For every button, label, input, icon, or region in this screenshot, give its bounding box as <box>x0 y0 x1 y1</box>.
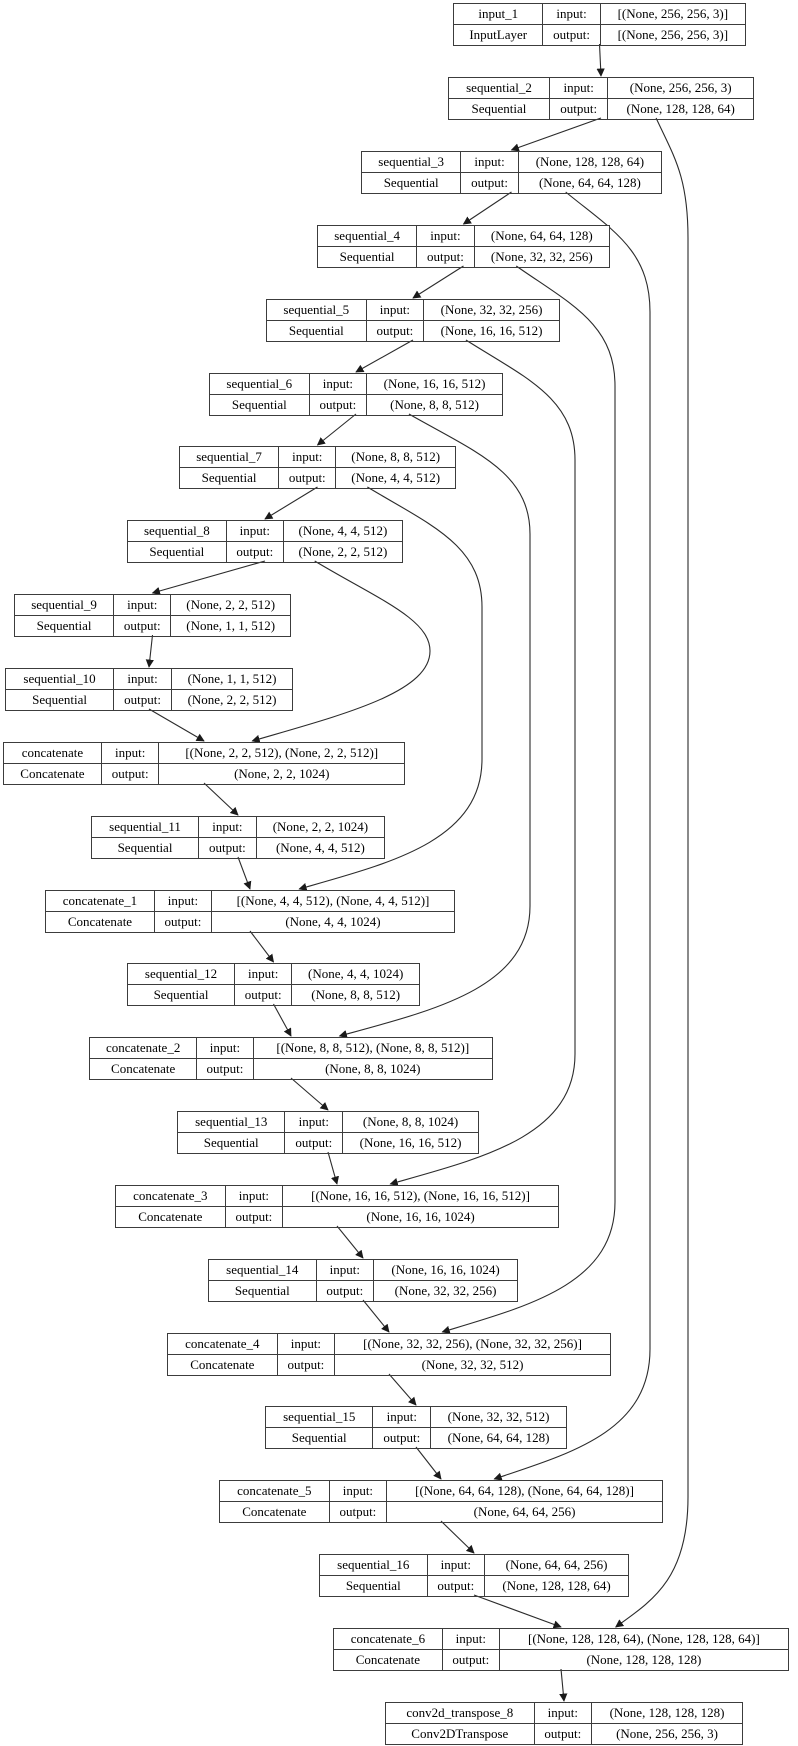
output-label: output: <box>114 616 171 637</box>
layer-node-sequential_6 <box>209 373 503 413</box>
input-label: input: <box>285 1112 343 1133</box>
input-label: input: <box>442 1629 499 1650</box>
layer-record-concatenate_2 <box>89 1037 493 1080</box>
edge-sequential_8-to-sequential_9 <box>153 561 266 593</box>
layer-node-concatenate_5 <box>219 1480 663 1520</box>
input-label: input: <box>373 1407 431 1428</box>
edge-sequential_5-to-sequential_6 <box>356 340 413 372</box>
output-label: output: <box>225 1207 282 1228</box>
layer-node-concatenate_2 <box>89 1037 493 1077</box>
layer-record-concatenate_1 <box>45 890 455 933</box>
layer-node-sequential_7 <box>179 446 456 486</box>
layer-name: concatenate_1 <box>46 891 155 912</box>
layer-record-input_1 <box>453 3 746 46</box>
layer-node-sequential_16 <box>319 1554 629 1594</box>
edge-concatenate-to-sequential_11 <box>204 783 238 815</box>
output-shape: (None, 16, 16, 512) <box>424 321 560 342</box>
output-shape: (None, 32, 32, 256) <box>474 247 609 268</box>
layer-type: Sequential <box>128 985 235 1006</box>
layer-record-sequential_12 <box>127 963 420 1006</box>
layer-name: concatenate_3 <box>116 1186 226 1207</box>
input-label: input: <box>279 447 336 468</box>
edge-concatenate_5-to-sequential_16 <box>441 1521 474 1553</box>
layer-record-sequential_9 <box>14 594 291 637</box>
edge-concatenate_6-to-conv2d_transpose_8 <box>561 1669 564 1701</box>
input-label: input: <box>461 152 518 173</box>
edge-sequential_3-to-sequential_4 <box>464 192 512 224</box>
layer-node-sequential_15 <box>265 1406 567 1446</box>
layer-name: sequential_2 <box>449 78 550 99</box>
edge-sequential_9-to-sequential_10 <box>149 635 153 667</box>
output-label: output: <box>461 173 518 194</box>
input-shape: (None, 4, 4, 512) <box>283 521 402 542</box>
input-shape: (None, 16, 16, 1024) <box>374 1260 518 1281</box>
output-label: output: <box>417 247 474 268</box>
input-shape: (None, 256, 256, 3) <box>608 78 754 99</box>
output-shape: (None, 4, 4, 1024) <box>211 912 454 933</box>
edge-sequential_7-to-sequential_8 <box>265 487 318 519</box>
layer-name: sequential_12 <box>128 964 235 985</box>
layer-node-conv2d_transpose_8 <box>385 1702 743 1742</box>
input-shape: (None, 1, 1, 512) <box>172 669 293 690</box>
input-label: input: <box>329 1481 386 1502</box>
layer-record-concatenate_6 <box>333 1628 789 1671</box>
output-shape: (None, 64, 64, 128) <box>431 1428 567 1449</box>
layer-name: input_1 <box>454 4 543 25</box>
layer-type: Concatenate <box>168 1355 278 1376</box>
layer-name: concatenate_2 <box>90 1038 197 1059</box>
layer-type: Concatenate <box>4 764 102 785</box>
edge-concatenate_1-to-sequential_12 <box>250 931 274 962</box>
output-shape: (None, 4, 4, 512) <box>336 468 456 489</box>
output-shape: (None, 16, 16, 512) <box>343 1133 479 1154</box>
layer-node-concatenate_6 <box>333 1628 789 1668</box>
layer-name: sequential_3 <box>362 152 461 173</box>
layer-type: Sequential <box>15 616 114 637</box>
layer-record-sequential_5 <box>266 299 560 342</box>
layer-name: concatenate_5 <box>220 1481 330 1502</box>
layer-node-sequential_2 <box>448 77 754 117</box>
layer-record-conv2d_transpose_8 <box>385 1702 743 1745</box>
output-label: output: <box>329 1502 386 1523</box>
output-label: output: <box>279 468 336 489</box>
layer-record-sequential_3 <box>361 151 662 194</box>
edge-sequential_14-to-concatenate_4 <box>363 1300 389 1332</box>
layer-name: sequential_9 <box>15 595 114 616</box>
layer-type: Sequential <box>210 395 310 416</box>
input-label: input: <box>197 1038 253 1059</box>
output-shape: (None, 8, 8, 512) <box>367 395 503 416</box>
input-label: input: <box>534 1703 591 1724</box>
layer-type: Sequential <box>449 99 550 120</box>
output-label: output: <box>543 25 600 46</box>
layer-name: sequential_13 <box>178 1112 285 1133</box>
layer-type: Sequential <box>267 321 367 342</box>
layer-name: sequential_10 <box>6 669 114 690</box>
output-shape: (None, 128, 128, 64) <box>485 1576 629 1597</box>
layer-node-sequential_8 <box>127 520 403 560</box>
input-label: input: <box>114 669 172 690</box>
output-label: output: <box>114 690 172 711</box>
input-shape: (None, 8, 8, 512) <box>336 447 456 468</box>
layer-name: concatenate_4 <box>168 1334 278 1355</box>
input-shape: (None, 64, 64, 256) <box>485 1555 629 1576</box>
layer-type: InputLayer <box>454 25 543 46</box>
layer-type: Sequential <box>92 838 199 859</box>
layer-type: Conv2DTranspose <box>386 1724 535 1745</box>
output-shape: (None, 2, 2, 512) <box>172 690 293 711</box>
layer-node-sequential_3 <box>361 151 662 191</box>
output-label: output: <box>226 542 283 563</box>
layer-type: Sequential <box>178 1133 285 1154</box>
edge-sequential_4-to-concatenate_4-skip <box>442 266 615 1332</box>
output-label: output: <box>427 1576 485 1597</box>
layer-name: sequential_15 <box>266 1407 373 1428</box>
edge-sequential_6-to-concatenate_2-skip <box>339 414 530 1036</box>
output-label: output: <box>366 321 424 342</box>
input-label: input: <box>154 891 211 912</box>
edge-sequential_4-to-sequential_5 <box>413 266 464 298</box>
edge-concatenate_3-to-sequential_14 <box>337 1226 363 1258</box>
layer-record-sequential_13 <box>177 1111 479 1154</box>
output-label: output: <box>534 1724 591 1745</box>
input-shape: (None, 64, 64, 128) <box>474 226 609 247</box>
layer-record-concatenate <box>3 742 405 785</box>
layer-node-sequential_5 <box>266 299 560 339</box>
layer-type: Concatenate <box>116 1207 226 1228</box>
input-shape: [(None, 8, 8, 512), (None, 8, 8, 512)] <box>253 1038 492 1059</box>
layer-type: Sequential <box>362 173 461 194</box>
layer-name: conv2d_transpose_8 <box>386 1703 535 1724</box>
layer-type: Sequential <box>209 1281 317 1302</box>
layer-record-sequential_2 <box>448 77 754 120</box>
input-shape: (None, 8, 8, 1024) <box>343 1112 479 1133</box>
layer-node-concatenate_3 <box>115 1185 559 1225</box>
output-label: output: <box>197 1059 253 1080</box>
input-label: input: <box>316 1260 374 1281</box>
output-label: output: <box>101 764 159 785</box>
edge-sequential_15-to-concatenate_5 <box>416 1447 441 1479</box>
layer-type: Sequential <box>266 1428 373 1449</box>
layer-name: sequential_11 <box>92 817 199 838</box>
layer-node-sequential_14 <box>208 1259 518 1299</box>
input-label: input: <box>101 743 159 764</box>
layer-type: Sequential <box>6 690 114 711</box>
input-shape: (None, 4, 4, 1024) <box>292 964 420 985</box>
layer-name: concatenate <box>4 743 102 764</box>
output-label: output: <box>442 1650 499 1671</box>
input-shape: [(None, 2, 2, 512), (None, 2, 2, 512)] <box>159 743 405 764</box>
layer-name: sequential_6 <box>210 374 310 395</box>
layer-record-sequential_7 <box>179 446 456 489</box>
layer-record-sequential_8 <box>127 520 403 563</box>
edge-sequential_8-to-concatenate-skip <box>252 561 430 741</box>
layer-node-input_1 <box>453 3 746 43</box>
input-shape: (None, 2, 2, 512) <box>171 595 291 616</box>
layer-record-sequential_10 <box>5 668 293 711</box>
output-shape: (None, 16, 16, 1024) <box>283 1207 559 1228</box>
output-shape: [(None, 256, 256, 3)] <box>600 25 745 46</box>
input-label: input: <box>427 1555 485 1576</box>
layer-type: Concatenate <box>90 1059 197 1080</box>
layer-type: Sequential <box>320 1576 428 1597</box>
input-shape: [(None, 32, 32, 256), (None, 32, 32, 256)] <box>335 1334 611 1355</box>
layer-type: Concatenate <box>334 1650 443 1671</box>
input-label: input: <box>226 521 283 542</box>
output-shape: (None, 32, 32, 256) <box>374 1281 518 1302</box>
layer-record-sequential_11 <box>91 816 385 859</box>
edge-concatenate_2-to-sequential_13 <box>291 1078 328 1110</box>
layer-record-concatenate_5 <box>219 1480 663 1523</box>
layer-record-concatenate_4 <box>167 1333 611 1376</box>
layer-name: sequential_14 <box>209 1260 317 1281</box>
input-shape: (None, 32, 32, 256) <box>424 300 560 321</box>
layer-node-sequential_4 <box>317 225 610 265</box>
input-label: input: <box>235 964 292 985</box>
input-label: input: <box>114 595 171 616</box>
edge-sequential_2-to-concatenate_6-skip <box>616 118 688 1627</box>
output-shape: (None, 1, 1, 512) <box>171 616 291 637</box>
output-label: output: <box>154 912 211 933</box>
input-shape: [(None, 64, 64, 128), (None, 64, 64, 128)] <box>387 1481 663 1502</box>
layer-node-sequential_12 <box>127 963 420 1003</box>
output-label: output: <box>309 395 367 416</box>
output-label: output: <box>277 1355 334 1376</box>
input-label: input: <box>417 226 474 247</box>
layer-name: sequential_16 <box>320 1555 428 1576</box>
layer-node-sequential_11 <box>91 816 385 856</box>
input-shape: [(None, 4, 4, 512), (None, 4, 4, 512)] <box>211 891 454 912</box>
input-shape: (None, 128, 128, 64) <box>518 152 661 173</box>
layer-type: Concatenate <box>220 1502 330 1523</box>
layer-name: sequential_7 <box>180 447 279 468</box>
layer-name: sequential_4 <box>318 226 417 247</box>
layer-record-concatenate_3 <box>115 1185 559 1228</box>
output-label: output: <box>235 985 292 1006</box>
input-label: input: <box>199 817 257 838</box>
output-shape: (None, 8, 8, 1024) <box>253 1059 492 1080</box>
layer-node-concatenate_1 <box>45 890 455 930</box>
input-label: input: <box>309 374 367 395</box>
edge-sequential_16-to-concatenate_6 <box>474 1595 561 1627</box>
output-shape: (None, 4, 4, 512) <box>256 838 384 859</box>
layer-name: concatenate_6 <box>334 1629 443 1650</box>
layer-record-sequential_15 <box>265 1406 567 1449</box>
layer-name: sequential_8 <box>128 521 227 542</box>
input-shape: (None, 128, 128, 128) <box>592 1703 743 1724</box>
output-shape: (None, 64, 64, 128) <box>518 173 661 194</box>
input-label: input: <box>366 300 424 321</box>
output-shape: (None, 2, 2, 1024) <box>159 764 405 785</box>
edge-sequential_12-to-concatenate_2 <box>274 1004 292 1036</box>
layer-record-sequential_16 <box>319 1554 629 1597</box>
input-shape: (None, 32, 32, 512) <box>431 1407 567 1428</box>
output-shape: (None, 32, 32, 512) <box>335 1355 611 1376</box>
input-label: input: <box>225 1186 282 1207</box>
edge-sequential_10-to-concatenate <box>149 709 204 741</box>
input-shape: (None, 2, 2, 1024) <box>256 817 384 838</box>
layer-record-sequential_4 <box>317 225 610 268</box>
layer-type: Sequential <box>180 468 279 489</box>
input-shape: [(None, 256, 256, 3)] <box>600 4 745 25</box>
layer-node-sequential_9 <box>14 594 291 634</box>
input-label: input: <box>277 1334 334 1355</box>
edge-sequential_11-to-concatenate_1 <box>238 857 250 889</box>
output-shape: (None, 128, 128, 128) <box>499 1650 788 1671</box>
layer-type: Sequential <box>128 542 227 563</box>
output-label: output: <box>199 838 257 859</box>
output-shape: (None, 64, 64, 256) <box>387 1502 663 1523</box>
input-shape: (None, 16, 16, 512) <box>367 374 503 395</box>
output-shape: (None, 8, 8, 512) <box>292 985 420 1006</box>
layer-node-sequential_13 <box>177 1111 479 1151</box>
output-label: output: <box>285 1133 343 1154</box>
layer-record-sequential_14 <box>208 1259 518 1302</box>
input-shape: [(None, 128, 128, 64), (None, 128, 128, 64)] <box>499 1629 788 1650</box>
edge-sequential_13-to-concatenate_3 <box>328 1152 337 1184</box>
layer-node-concatenate_4 <box>167 1333 611 1373</box>
output-shape: (None, 128, 128, 64) <box>608 99 754 120</box>
layer-record-sequential_6 <box>209 373 503 416</box>
input-shape: [(None, 16, 16, 512), (None, 16, 16, 512)] <box>283 1186 559 1207</box>
edge-sequential_2-to-sequential_3 <box>512 118 602 150</box>
edge-sequential_6-to-sequential_7 <box>318 414 357 445</box>
output-label: output: <box>373 1428 431 1449</box>
output-label: output: <box>316 1281 374 1302</box>
edge-input_1-to-sequential_2 <box>600 44 602 76</box>
output-label: output: <box>549 99 607 120</box>
input-label: input: <box>549 78 607 99</box>
layer-name: sequential_5 <box>267 300 367 321</box>
layer-type: Concatenate <box>46 912 155 933</box>
layer-type: Sequential <box>318 247 417 268</box>
edge-concatenate_4-to-sequential_15 <box>389 1374 416 1405</box>
input-label: input: <box>543 4 600 25</box>
layer-node-sequential_10 <box>5 668 293 708</box>
layer-node-concatenate <box>3 742 405 782</box>
output-shape: (None, 256, 256, 3) <box>592 1724 743 1745</box>
output-shape: (None, 2, 2, 512) <box>283 542 402 563</box>
